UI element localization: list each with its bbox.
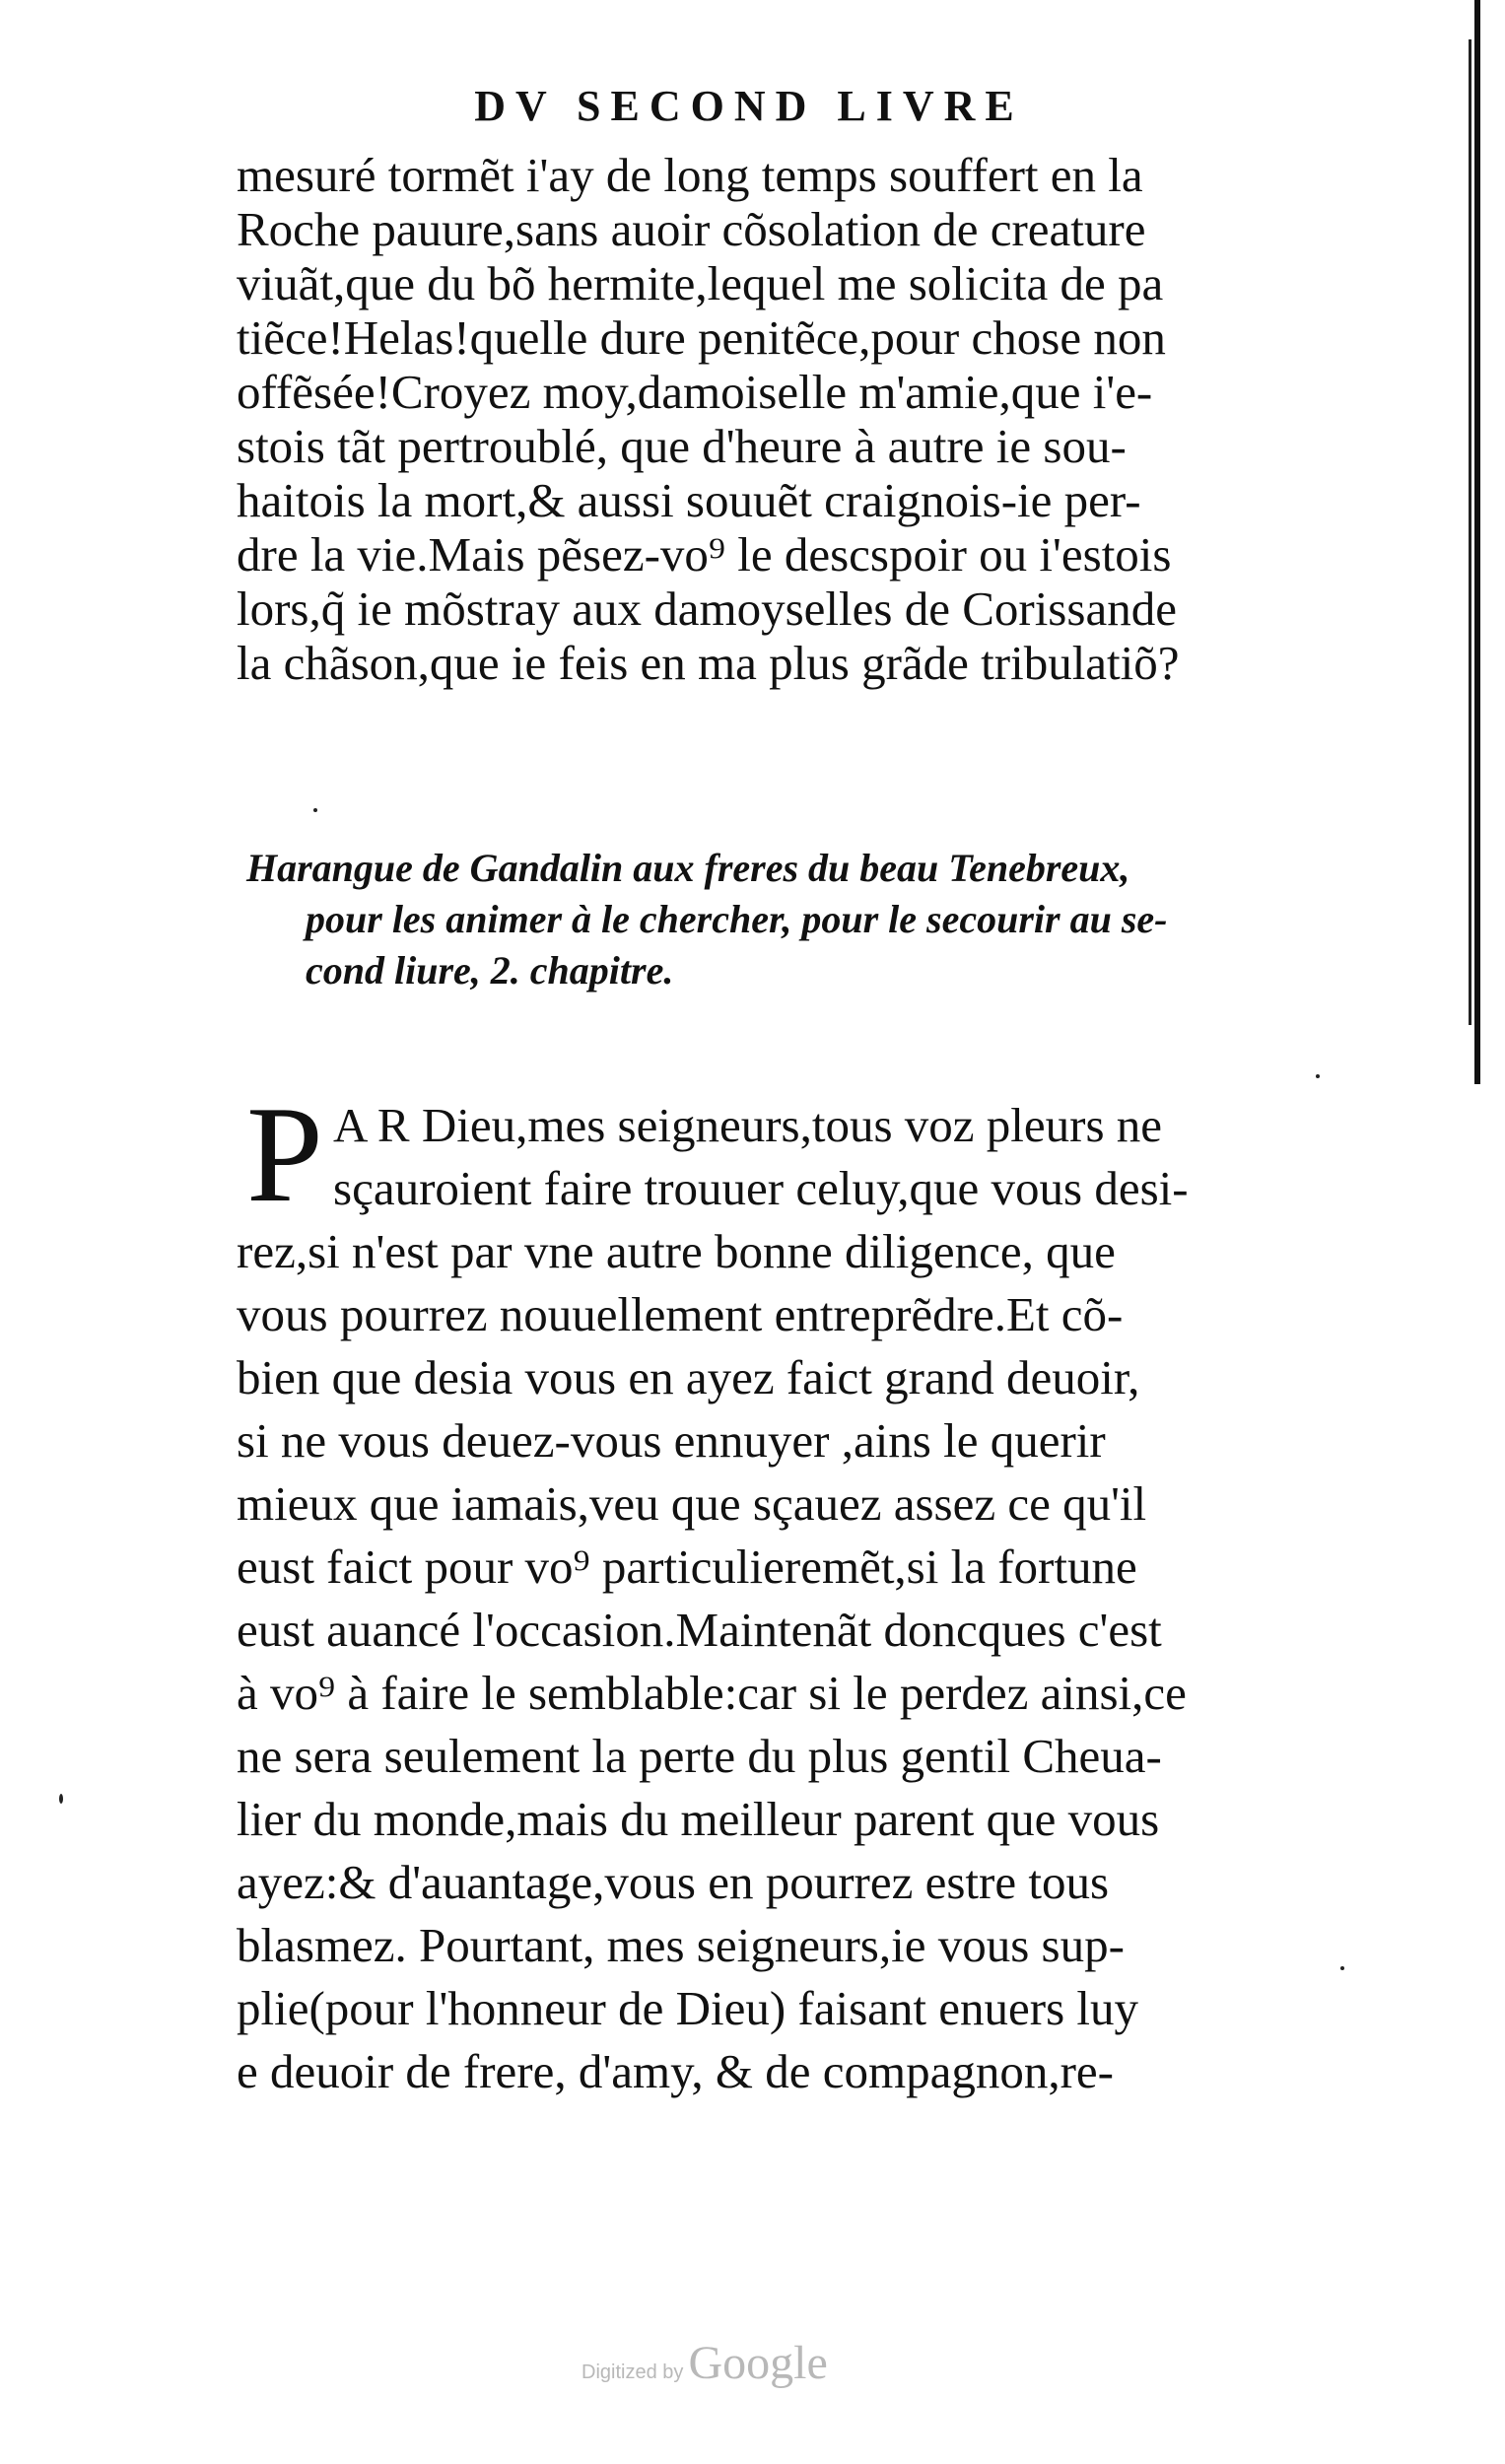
text-line: A R Dieu,mes seigneurs,tous voz pleurs ne bbox=[333, 1098, 1163, 1152]
digitized-by-label: Digitized by bbox=[581, 2361, 684, 2383]
text-line: rez,si n'est par vne autre bonne diligence, que bbox=[237, 1224, 1116, 1278]
text-line: eust auancé l'occasion.Maintenãt doncques c'est bbox=[237, 1603, 1162, 1657]
text-line: sçauroient faire trouuer celuy,que vous desi- bbox=[333, 1161, 1189, 1215]
text-line: vous pourrez nouuellement entreprẽdre.Et cõ- bbox=[237, 1287, 1124, 1341]
body-bottom bbox=[237, 1078, 1331, 2103]
page-edge-shadow-inner bbox=[1469, 39, 1471, 1025]
text-line: ayez:& d'auantage,vous en pourrez estre tous bbox=[237, 1855, 1110, 1909]
digitized-watermark bbox=[581, 2336, 976, 2390]
page-edge-shadow bbox=[1474, 0, 1480, 1084]
text-line: stois tãt pertroublé, que d'heure à autre ie sou- bbox=[237, 419, 1127, 473]
text-line: plie(pour l'honneur de Dieu) faisant enuers luy bbox=[237, 1981, 1139, 2035]
heading-line: pour les animer à le chercher, pour le secourir au se- bbox=[306, 897, 1168, 941]
text-line: blasmez. Pourtant, mes seigneurs,ie vous sup- bbox=[237, 1918, 1125, 1972]
text-line: viuãt,que du bõ hermite,lequel me solicita de pa bbox=[237, 256, 1164, 310]
running-head: DV SECOND LIVRE bbox=[474, 82, 1024, 130]
text-line: la chãson,que ie feis en ma plus grãde tribulatiõ? bbox=[237, 636, 1180, 690]
text-line: offẽsée!Croyez moy,damoiselle m'amie,que i'e- bbox=[237, 365, 1153, 419]
text-line: dre la vie.Mais pẽsez-vo⁹ le descspoir ou i'estois bbox=[237, 527, 1172, 582]
chapter-heading bbox=[246, 843, 1340, 996]
google-wordmark: Google bbox=[688, 2337, 828, 2389]
body-top bbox=[237, 148, 1331, 690]
text-line: e deuoir de frere, d'amy, & de compagnon,re- bbox=[237, 2044, 1114, 2098]
text-line: tiẽce!Helas!quelle dure penitẽce,pour chose non bbox=[237, 310, 1166, 365]
ink-speck bbox=[1340, 1966, 1344, 1970]
text-line: mesuré tormẽt i'ay de long temps souffert en la bbox=[237, 148, 1143, 202]
text-line: ne sera seulement la perte du plus gentil Cheua- bbox=[237, 1729, 1162, 1783]
text-line: si ne vous deuez-vous ennuyer ,ains le querir bbox=[237, 1413, 1106, 1468]
heading-line: cond liure, 2. chapitre. bbox=[306, 948, 674, 992]
text-line: eust faict pour vo⁹ particulieremẽt,si la fortune bbox=[237, 1540, 1137, 1594]
ink-speck bbox=[59, 1794, 63, 1804]
ink-speck bbox=[313, 808, 317, 812]
drop-cap: P bbox=[246, 1078, 323, 1231]
text-line: à vo⁹ à faire le semblable:car si le perdez ainsi,ce bbox=[237, 1666, 1187, 1720]
text-line: lors,q̃ ie mõstray aux damoyselles de Corissande bbox=[237, 582, 1177, 636]
text-line: Roche pauure,sans auoir cõsolation de creature bbox=[237, 202, 1146, 256]
heading-line: Harangue de Gandalin aux freres du beau Tenebreux, bbox=[246, 846, 1130, 890]
text-line: mieux que iamais,veu que sçauez assez ce qu'il bbox=[237, 1476, 1147, 1531]
ink-speck bbox=[1316, 1074, 1320, 1078]
text-line: bien que desia vous en ayez faict grand deuoir, bbox=[237, 1350, 1140, 1404]
text-line: haitois la mort,& aussi souuẽt craignois-ie per- bbox=[237, 473, 1141, 527]
text-line: lier du monde,mais du meilleur parent que vous bbox=[237, 1792, 1160, 1846]
